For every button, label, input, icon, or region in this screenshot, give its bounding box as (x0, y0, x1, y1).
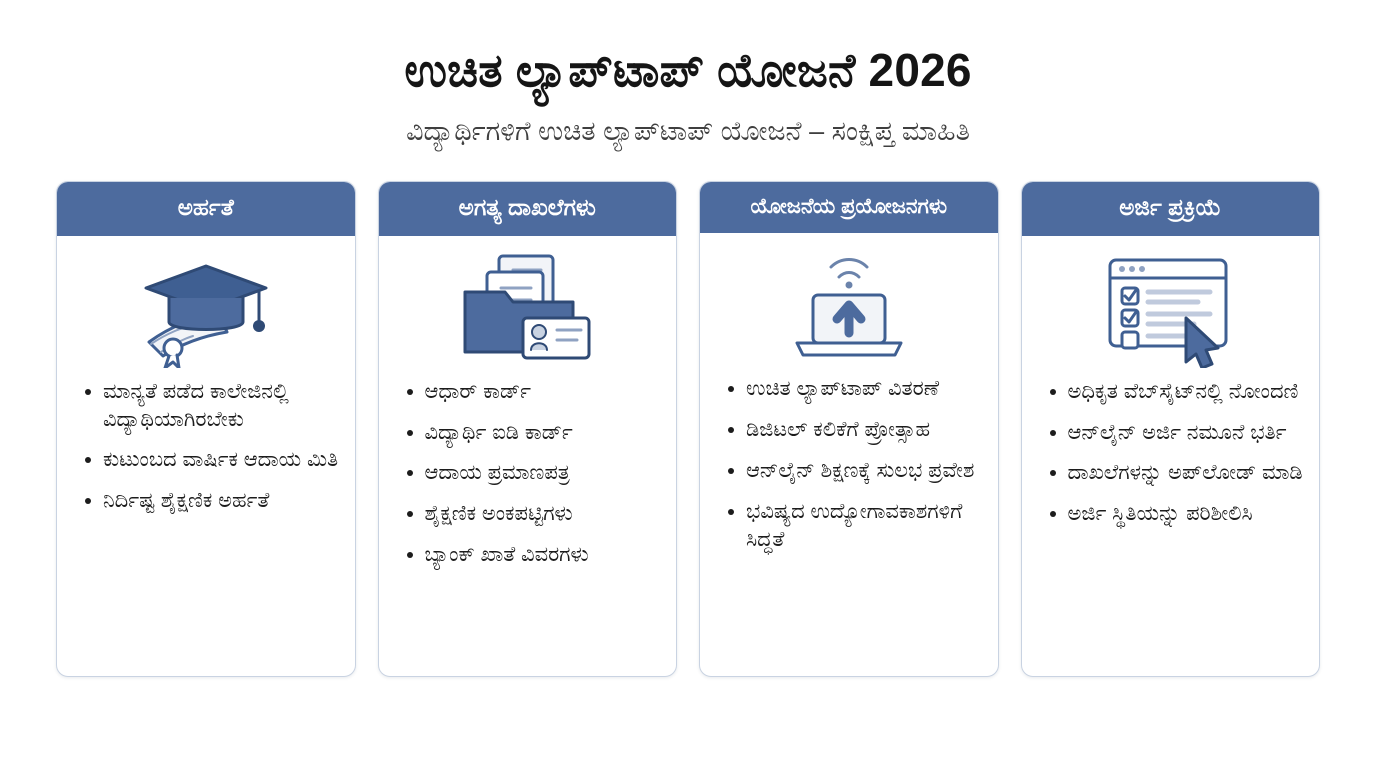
card-grid (0, 181, 1376, 677)
list-item: ವಿದ್ಯಾರ್ಥಿ ಐಡಿ ಕಾರ್ಡ್ (405, 419, 661, 447)
list-item: ಆನ್‌ಲೈನ್ ಅರ್ಜಿ ನಮೂನೆ ಭರ್ತಿ (1048, 419, 1304, 447)
card-heading: ಅರ್ಹತೆ (57, 182, 355, 235)
list-item: ಉಚಿತ ಲ್ಯಾಪ್‌ಟಾಪ್ ವಿತರಣೆ (726, 375, 982, 403)
card-heading: ಅರ್ಜಿ ಪ್ರಕ್ರಿಯೆ (1022, 182, 1320, 235)
page-header (0, 0, 1376, 147)
list-item: ಆಧಾರ್ ಕಾರ್ಡ್ (405, 378, 661, 406)
list-item: ಮಾನ್ಯತೆ ಪಡೆದ ಕಾಲೇಜಿನಲ್ಲಿ ವಿದ್ಯಾಥಿಯಾಗಿರಬೇಕು (83, 378, 339, 434)
online-form-checklist-cursor-icon (1022, 242, 1320, 374)
list-item: ಶೈಕ್ಷಣಿಕ ಅಂಕಪಟ್ಟಿಗಳು (405, 500, 661, 528)
list-item: ನಿರ್ದಿಷ್ಟ ಶೈಕ್ಷಣಿಕ ಅರ್ಹತೆ (83, 487, 339, 515)
list-item: ಅಧಿಕೃತ ವೆಬ್‌ಸೈಟ್‌ನಲ್ಲಿ ನೋಂದಣಿ (1048, 378, 1304, 406)
list-item: ದಾಖಲೆಗಳನ್ನು ಅಪ್‌ಲೋಡ್ ಮಾಡಿ (1048, 459, 1304, 487)
bullet-list (700, 375, 998, 589)
bullet-list (57, 378, 355, 551)
page-title: ಉಚಿತ ಲ್ಯಾಪ್‌ಟಾಪ್ ಯೋಜನೆ 2026 (404, 44, 972, 96)
bullet-list (379, 378, 677, 605)
laptop-wifi-upload-icon (700, 239, 998, 371)
list-item: ಆದಾಯ ಪ್ರಮಾಣಪತ್ರ (405, 459, 661, 487)
list-item: ಭವಿಷ್ಯದ ಉದ್ಯೋಗಾವಕಾಶಗಳಿಗೆ ಸಿದ್ಧತೆ (726, 498, 982, 554)
bullet-list (1022, 378, 1320, 564)
list-item: ಬ್ಯಾಂಕ್ ಖಾತೆ ವಿವರಗಳು (405, 541, 661, 569)
graduation-cap-diploma-icon (57, 242, 355, 374)
card-required-documents (378, 181, 678, 677)
list-item: ಡಿಜಿಟಲ್ ಕಲಿಕೆಗೆ ಪ್ರೋತ್ಸಾಹ (726, 416, 982, 444)
documents-folder-id-card-icon (379, 242, 677, 374)
card-application-process (1021, 181, 1321, 677)
list-item: ಕುಟುಂಬದ ವಾರ್ಷಿಕ ಆದಾಯ ಮಿತಿ (83, 446, 339, 474)
list-item: ಅರ್ಜಿ ಸ್ಥಿತಿಯನ್ನು ಪರಿಶೀಲಿಸಿ (1048, 500, 1304, 528)
card-heading: ಯೋಜನೆಯ ಪ್ರಯೋಜನಗಳು (700, 182, 998, 233)
card-scheme-benefits (699, 181, 999, 677)
page-subtitle: ವಿದ್ಯಾರ್ಥಿಗಳಿಗೆ ಉಚಿತ ಲ್ಯಾಪ್‌ಟಾಪ್ ಯೋಜನೆ – ಸಂಕ್ಷಿಪ್ತ ಮಾಹಿತಿ (406, 115, 970, 146)
card-eligibility (56, 181, 356, 677)
list-item: ಆನ್‌ಲೈನ್ ಶಿಕ್ಷಣಕ್ಕೆ ಸುಲಭ ಪ್ರವೇಶ (726, 457, 982, 485)
card-heading: ಅಗತ್ಯ ದಾಖಲೆಗಳು (379, 182, 677, 235)
